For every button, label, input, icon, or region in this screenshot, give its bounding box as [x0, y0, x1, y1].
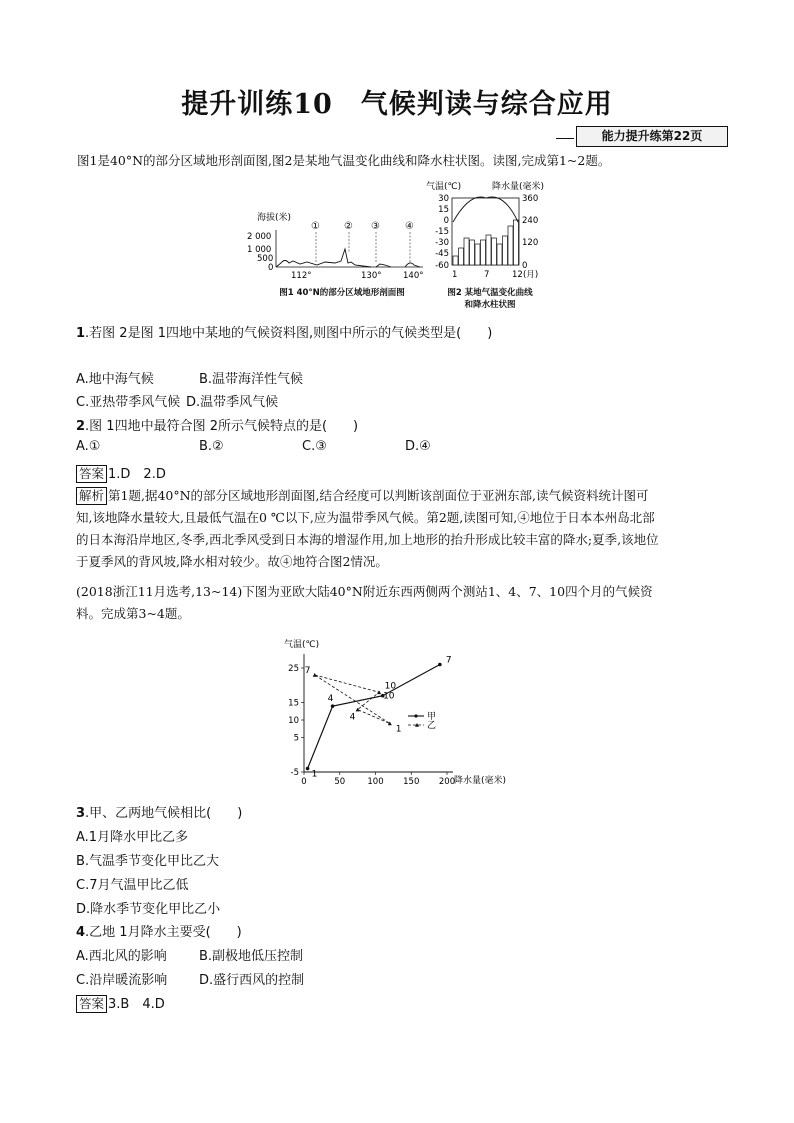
- fig2-xtick-12: 12: [512, 270, 523, 280]
- q3-option-b: B.气温季节变化甲比乙大: [76, 854, 220, 869]
- fig2-ylabel-left: 气温(℃): [426, 182, 462, 192]
- fig2-xtick-7: 7: [484, 270, 490, 280]
- q4-option-a: A.西北风的影响: [76, 949, 167, 964]
- answer-label: 答案: [76, 465, 107, 483]
- y-tick-label: -5: [290, 768, 299, 778]
- point-label-乙-4: 4: [349, 712, 356, 723]
- point-label-甲-7: 7: [445, 655, 452, 666]
- y-tick-label: 10: [288, 716, 299, 726]
- y-tick-label: 15: [288, 698, 299, 709]
- fig2-xtick-1: 1: [452, 270, 458, 280]
- point-label-甲-1: 1: [311, 769, 318, 780]
- q2-option-d: D.④: [405, 439, 431, 454]
- answer-1: 答案 1.D 2.D: [76, 463, 166, 483]
- fig1-point-2: ②: [344, 221, 353, 232]
- point-label-甲-4: 4: [327, 694, 334, 705]
- q4-option-d: D.盛行西风的控制: [199, 973, 305, 988]
- question-2-stem: 2.图 1四地中最符合图 2所示气候特点的是( ): [76, 419, 359, 434]
- fig2-ltick-m15: -15: [435, 227, 449, 237]
- y-tick-label: 5: [293, 733, 299, 744]
- x-tick-label: 100: [367, 777, 384, 787]
- question-4-stem: 4.乙地 1月降水主要受( ): [76, 925, 242, 940]
- x-tick-label: 50: [334, 777, 346, 787]
- y-tick-label: 25: [288, 664, 299, 674]
- point-label-乙-1: 1: [395, 724, 402, 735]
- q3-option-c: C.7月气温甲比乙低: [76, 878, 189, 893]
- point-label-乙-7: 7: [304, 665, 311, 676]
- fig2-rtick-120: 120: [522, 238, 539, 248]
- q4-option-b: B.副极地低压控制: [199, 949, 304, 964]
- fig1-ytick-0: 0: [268, 263, 274, 273]
- point-甲-1: [306, 767, 310, 771]
- analysis-label: 解析: [76, 487, 107, 505]
- tag-line: [556, 138, 574, 139]
- q1-option-d: D.温带季风气候: [186, 395, 279, 410]
- fig1-ylabel: 海拔(米): [257, 213, 292, 223]
- fig2-ltick-15: 15: [438, 205, 449, 215]
- legend-label-乙: 乙: [427, 721, 437, 731]
- fig1-ytick-2000: 2 000: [247, 232, 272, 242]
- fig1-ytick-500: 500: [257, 254, 274, 264]
- intro-text-2: [76, 581, 736, 625]
- legend-label-甲: 甲: [427, 712, 437, 722]
- question-2-number: 2: [76, 419, 86, 434]
- fig2-rtick-360: 360: [522, 194, 539, 204]
- fig1-point-3: ③: [371, 221, 380, 232]
- answer-2: 答案 3.B 4.D: [76, 993, 165, 1013]
- figure-2-caption-line2: 和降水柱状图: [464, 300, 516, 310]
- point-甲-4: [331, 704, 335, 708]
- fig1-xtick-112: 112°: [291, 271, 312, 280]
- figure-2-climate-chart: [420, 178, 555, 282]
- q2-option-a: A.①: [76, 439, 101, 454]
- legend-marker-甲: [414, 714, 417, 717]
- q2-option-c: C.③: [302, 439, 327, 454]
- fig1-xtick-140: 140°: [403, 271, 424, 280]
- question-3-number: 3: [76, 806, 86, 821]
- fig2-xunit: (月): [523, 270, 539, 280]
- chart-ylabel: 气温(℃): [284, 640, 320, 650]
- intro-2-line-1: (2018浙江11月选考,13~14)下图为亚欧大陆40°N附近东西两侧两个测站1、4、7、10四个月的气候资: [76, 584, 653, 599]
- intro-2-line-2: 料。完成第3~4题。: [76, 606, 190, 621]
- q2-option-b: B.②: [199, 439, 224, 454]
- x-tick-label: 0: [301, 777, 307, 787]
- q3-option-a: A.1月降水甲比乙多: [76, 830, 189, 845]
- question-1-stem: 1.若图 2是图 1四地中某地的气候资料图,则图中所示的气候类型是( ): [76, 326, 493, 341]
- figure-3-scatter-chart: [268, 632, 518, 792]
- fig1-point-1: ①: [311, 221, 320, 232]
- question-4-number: 4: [76, 925, 86, 940]
- point-乙-1: [388, 721, 392, 725]
- fig2-ltick-m45: -45: [435, 249, 449, 259]
- fig2-rtick-0: 0: [522, 261, 528, 271]
- analysis-line-2: 知,该地降水量较大,且最低气温在0 ℃以下,应为温带季风气候。第2题,读图可知,④地位于日本本州岛北部: [76, 510, 655, 525]
- intro-text-1: 图1是40°N的部分区域地形剖面图,图2是某地气温变化曲线和降水柱状图。读图,完成第1~2题。: [77, 153, 611, 168]
- analysis-block: [76, 485, 736, 573]
- x-tick-label: 150: [403, 777, 420, 787]
- analysis-line-4: 于夏季风的背风坡,降水相对较少。故④地符合图2情况。: [76, 554, 388, 569]
- point-甲-7: [438, 663, 442, 667]
- question-3-stem: 3.甲、乙两地气候相比( ): [76, 806, 243, 821]
- question-1-number: 1: [76, 326, 86, 341]
- analysis-line-3: 的日本海沿岸地区,冬季,西北季风受到日本海的增湿作用,加上地形的抬升形成比较丰富的降水;夏季,该地位: [76, 532, 659, 547]
- fig2-ylabel-right: 降水量(毫米): [492, 182, 545, 192]
- fig2-ltick-0: 0: [443, 216, 449, 226]
- q1-option-c: C.亚热带季风气候: [76, 395, 181, 410]
- figure-2-caption: [428, 286, 552, 310]
- q1-option-a: A.地中海气候: [76, 372, 154, 387]
- answer-label-2: 答案: [76, 995, 107, 1013]
- fig1-ytick-1000: 1 000: [247, 245, 272, 255]
- fig2-ltick-m30: -30: [435, 238, 449, 248]
- fig1-point-4: ④: [405, 221, 414, 232]
- fig2-ltick-30: 30: [438, 194, 449, 204]
- point-label-乙-10: 10: [383, 691, 395, 702]
- analysis-line-1: 解析 第1题,据40°N的部分区域地形剖面图,结合经度可以判断该剖面位于亚洲东部,读气候资料统计图可: [76, 485, 736, 507]
- point-label-甲-10: 10: [384, 681, 397, 692]
- practice-page-tag: 能力提升练第22页: [576, 126, 728, 147]
- fig1-xtick-130: 130°: [361, 271, 382, 280]
- figure-1-terrain-profile: [245, 205, 425, 280]
- point-乙-7: [313, 673, 317, 677]
- x-tick-label: 200: [438, 777, 456, 787]
- figure-2-caption-line1: 图2 某地气温变化曲线: [447, 288, 533, 298]
- q4-option-c: C.沿岸暖流影响: [76, 973, 168, 988]
- fig2-rtick-240: 240: [522, 216, 539, 226]
- q1-option-b: B.温带海洋性气候: [199, 372, 304, 387]
- figure-1-caption: 图1 40°N的部分区域地形剖面图: [279, 288, 405, 298]
- q3-option-d: D.降水季节变化甲比乙小: [76, 902, 221, 917]
- fig2-ltick-m60: -60: [435, 261, 449, 271]
- page-title: 提升训练10 气候判读与综合应用: [181, 89, 613, 120]
- chart-xlabel: 降水量(毫米): [454, 776, 507, 786]
